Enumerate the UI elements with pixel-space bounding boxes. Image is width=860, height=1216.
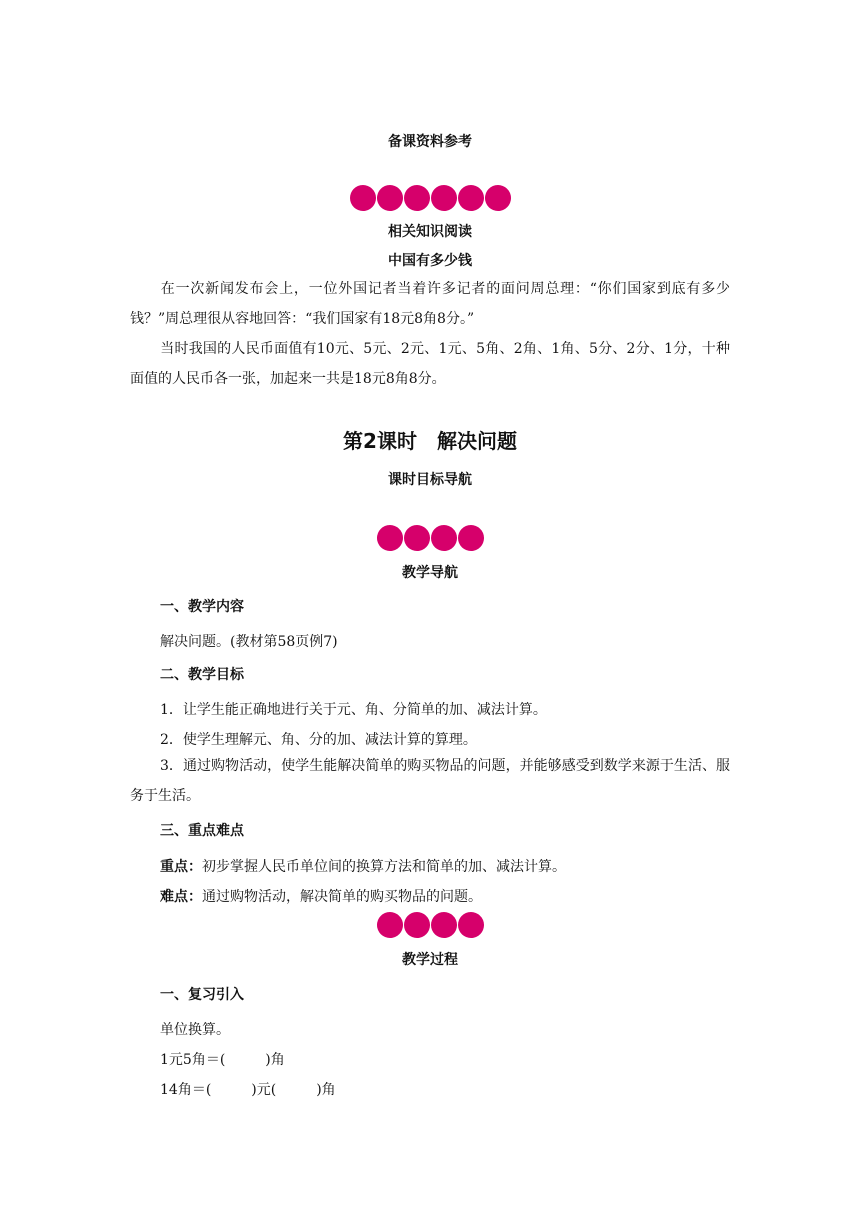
review-intro: 单位换算。 bbox=[160, 1022, 230, 1038]
key-heading: 三、重点难点 bbox=[160, 823, 244, 839]
content-text: 解决问题。(教材第58页例7) bbox=[160, 634, 338, 650]
decor-dot-icon bbox=[374, 910, 405, 941]
content-heading: 一、教学内容 bbox=[160, 599, 244, 615]
decor-dot-icon bbox=[455, 183, 486, 214]
exercise-2: 14角＝( )元( )角 bbox=[160, 1082, 336, 1098]
reading-paragraph-1: 在一次新闻发布会上，一位外国记者当着许多记者的面问周总理：“你们国家到底有多少钱？”周总理很从容地回答：“我们国家有18元8角8分。” bbox=[130, 281, 730, 327]
decor-dot-icon bbox=[455, 910, 486, 941]
hard-text: 通过购物活动，解决简单的购买物品的问题。 bbox=[202, 889, 482, 905]
nav-label: 教学导航 bbox=[402, 565, 458, 581]
reading-paragraph-2: 当时我国的人民币面值有10元、5元、2元、1元、5角、2角、1角、5分、2分、1分，十种面值的人民币各一张，加起来一共是18元8角8分。 bbox=[130, 341, 730, 387]
decor-dot-icon bbox=[428, 523, 459, 554]
key-label: 重点： bbox=[160, 859, 202, 875]
decor-dot-icon bbox=[401, 183, 432, 214]
decor-dots-reading bbox=[0, 185, 860, 215]
goals-heading: 二、教学目标 bbox=[160, 667, 244, 683]
header-title: 备课资料参考 bbox=[388, 134, 472, 150]
decor-dot-icon bbox=[401, 523, 432, 554]
decor-dots-process bbox=[0, 912, 860, 942]
reading-article-title: 中国有多少钱 bbox=[388, 253, 472, 269]
decor-dot-icon bbox=[374, 183, 405, 214]
decor-dot-icon bbox=[428, 183, 459, 214]
goal-1: 1．让学生能正确地进行关于元、角、分简单的加、减法计算。 bbox=[160, 702, 547, 718]
decor-dot-icon bbox=[455, 523, 486, 554]
lesson-subtitle: 课时目标导航 bbox=[388, 472, 472, 488]
reading-section-title: 相关知识阅读 bbox=[388, 224, 472, 240]
key-text: 初步掌握人民币单位间的换算方法和简单的加、减法计算。 bbox=[202, 859, 566, 875]
hard-label: 难点： bbox=[160, 889, 202, 905]
key-point bbox=[160, 856, 566, 876]
goal-3: 3．通过购物活动，使学生能解决简单的购买物品的问题，并能够感受到数学来源于生活、服务于生活。 bbox=[130, 758, 730, 804]
review-heading: 一、复习引入 bbox=[160, 987, 244, 1003]
hard-point bbox=[160, 886, 482, 906]
decor-dots-nav bbox=[0, 525, 860, 555]
decor-dot-icon bbox=[428, 910, 459, 941]
lesson-title: 第2课时 解决问题 bbox=[343, 429, 517, 453]
decor-dot-icon bbox=[401, 910, 432, 941]
exercise-1: 1元5角＝( )角 bbox=[160, 1052, 285, 1068]
decor-dot-icon bbox=[482, 183, 513, 214]
goal-2: 2．使学生理解元、角、分的加、减法计算的算理。 bbox=[160, 732, 477, 748]
decor-dot-icon bbox=[347, 183, 378, 214]
decor-dot-icon bbox=[374, 523, 405, 554]
process-label: 教学过程 bbox=[402, 952, 458, 968]
